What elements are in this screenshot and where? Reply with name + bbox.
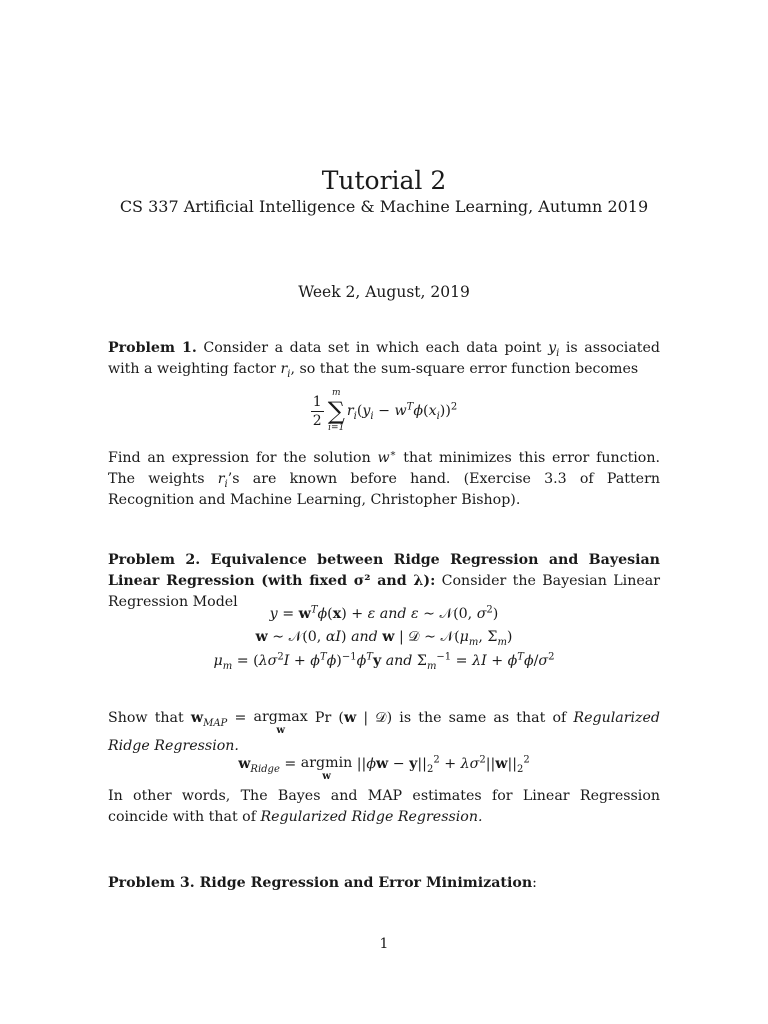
problem-2-ridge-equation: $w_{Ridge} = argmin$ w $||\phi w - y||_2^2 + \lambda\sigma^2||w||_2^2$	[238, 754, 530, 782]
summation: m ∑ i=1	[327, 388, 345, 433]
problem-1-equation: $\frac{1}{2}$ m ∑ i=1 $r_i(y_i - w^T\phi(x_i))^2$	[312, 388, 458, 433]
document-title: Tutorial 2	[321, 166, 447, 195]
problem-2-label: Problem 2. Equivalence between Ridge Regression and Bayesian Linear Regression (with fixed σ² and λ):	[108, 552, 660, 589]
problem-2-equation-2: w ∼ 𝒩(0, αI) and w | 𝒟 ∼ $𝒩(\mu_m$, $\Sigma_m$)	[255, 629, 513, 648]
problem-2-statement: Problem 2. Equivalence between Ridge Regression and Bayesian Linear Regression (with fixed σ² and λ): Consider the Bayesian Linear Regression Model	[108, 552, 660, 610]
document-subtitle: CS 337 Artificial Intelligence & Machine Learning, Autumn 2019	[119, 197, 649, 216]
document-date: Week 2, August, 2019	[298, 283, 470, 301]
fraction-one-half: $\frac{1}{2}$	[312, 393, 322, 429]
problem-2-equation-1: $y = w^T\phi(x) + \varepsilon$ and ε ∼ 𝒩(0, $\sigma^2$)	[269, 604, 499, 622]
problem-3-label: Problem 3. Ridge Regression and Error Minimization	[108, 875, 533, 891]
problem-2-conclusion: In other words, The Bayes and MAP estimates for Linear Regression coincide with that of Regularized Ridge Regression.	[108, 788, 660, 825]
problem-1-statement: Problem 1. Consider a data set in which each data point $y_i$ is associated with a weighting factor $r_i$, so that the sum-square error function becomes	[108, 340, 660, 380]
problem-1-question: Find an expression for the solution w∗ that minimizes this error function. The weights $r_i’s$ are known before hand. (Exercise 3.3 of Pattern Recognition and Machine Learning, Christopher Bishop).	[108, 448, 660, 508]
problem-2-equation-3: $\mu_m = (\lambda\sigma^2I + \phi^T\phi)^{-1}\phi^Ty$ and $\Sigma_m^{-1} = \lambda I + \phi^T\phi/\sigma^2$	[213, 651, 555, 672]
problem-3-statement: Problem 3. Ridge Regression and Error Minimization:	[108, 875, 537, 891]
page-number: 1	[379, 936, 389, 952]
problem-2-show-that: Show that $w_{MAP} = argmax$ w Pr (w | 𝒟) is the same as that of Regularized Ridge Regression.	[108, 709, 660, 754]
problem-1-label: Problem 1.	[108, 340, 197, 356]
